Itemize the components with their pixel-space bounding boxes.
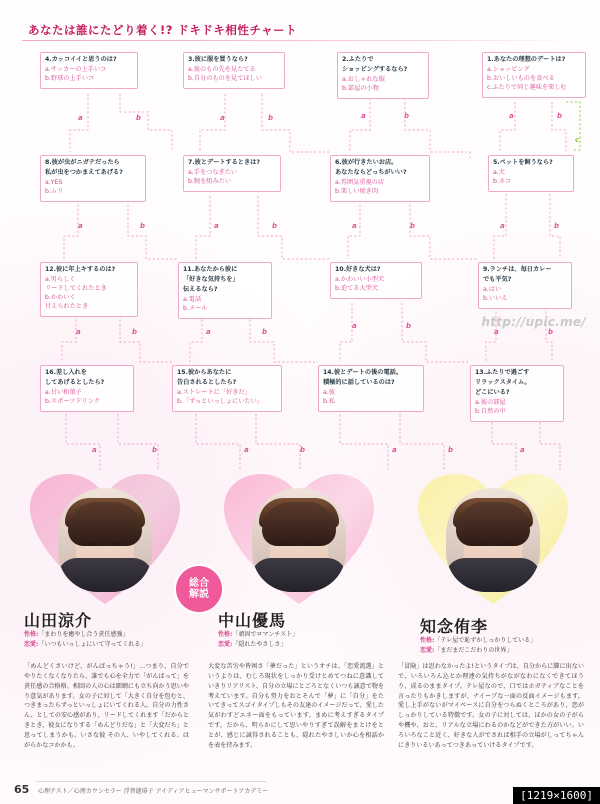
answer-a: a.YES [45,178,63,186]
question-text: 13.ふたりで過ごす [475,369,530,376]
renai-label: 恋愛: [24,640,39,648]
question-text-line2: 積極的に話しているのは? [323,378,395,386]
branch-label-a: a [76,328,81,336]
answer-b: b.楽しい焼き肉 [335,187,379,195]
answer-b: b.腕を組みたい [188,177,232,185]
question-text: 8.彼が虫がニガテだったら [45,159,120,166]
question-text: 14.彼とデートの後の電話。 [323,369,403,376]
question-text: 12.彼に年上キするのは? [45,266,116,273]
question-text: 2.ふたりで [342,56,374,63]
question-text: 5.ペットを飼うなら? [493,159,553,166]
branch-label-a: a [352,322,357,330]
badge-line2: 解説 [189,589,209,600]
branch-label-b: b [136,114,142,122]
question-text: 16.差し入れを [45,369,87,376]
result-meta-1 [24,630,189,649]
chart-box-q16[interactable] [40,365,134,412]
result-name-1: 山田涼介 [24,611,93,630]
question-text-line2: 私が虫をつかまえてあげる? [45,168,123,176]
photo-yamada [58,488,152,592]
chart-box-q6[interactable] [330,155,430,202]
branch-label-b: b [300,446,306,454]
answer-a: a.彼の部屋 [475,398,506,406]
status-badge [176,566,222,612]
branch-label-b: b [404,112,410,120]
answer-b: b.野球の上手いコ [45,74,95,82]
badge-line1: 総合 [189,577,209,589]
seikaku-value: 「頑固でロマンチスト」 [232,631,299,638]
answer-a: a.犬 [493,168,505,176]
question-text-line2: 「好きな気持ちを」 [183,275,239,283]
branch-label-b: b [272,222,278,230]
question-text: 4.カッコイイと思うのは? [45,56,117,63]
renai-label: 恋愛: [420,646,435,654]
answer-b: b.ムリ [45,187,64,195]
seikaku-label: 性格: [24,631,39,638]
branch-label-a: a [520,446,525,454]
answer-a-line2: リードしてくれたとき [45,284,107,292]
renai-value: 「隠れたやさしさ」 [232,640,287,648]
question-text: 1.あなたの理想のデートは? [487,56,566,63]
answer-a: a.彼 [323,388,335,396]
branch-label-b: b [554,222,560,230]
answer-b: b.ネコ [493,177,512,185]
chart-box-q14[interactable] [318,365,424,412]
branch-label-a: a [392,446,397,454]
commentary-3: 「冒険」は思わなかったよ!というタイプは、自分からに脚に出ないで、いろいろん込とか理連の気持ちがながなわになくできてほうり、成るのままタイプ。テレ屋なので、口ではホガティブなことを言ったりもかきしますが、ナイーブな一面の反面イメージもます。愛し上手がないがマイペースに自分をつらぬくところがあり、恋がしっかりしている特徴です。女の子に対しては、ほかの女の子がらや機や、おと、リアルな立場にわるのかなどができた方がいい。いろいろなこと近く、好きな人がでされば相手の立場がしってちゃんにきりいるいあってつきあっていけるタイプです。 [398,663,584,749]
branch-label-b: b [557,112,563,120]
answer-b-line2: 甘えられたとき [45,302,89,310]
result-meta-3 [420,636,585,655]
renai-value: 「まだまだこだわりの世界」 [434,646,513,654]
branch-label-a: a [214,222,219,230]
chart-box-q15[interactable] [172,365,282,412]
branch-label-a: a [78,114,83,122]
commentary-1: 「めんどくさいけど、がんばっちゃう!」…つまり、自分でやりたくなくなりたら、誰でも心を全力で「がんばって」を責任感の合格格、相回の人の心は細網にも立ち向かう思いやり意気があります。女の子に対して「大きく自分を包むと、つきまったらずっといっしょにいてくれる人。自分の力性さん、としての安心感があり、リードしてくれます「だからときとき、彼女になりする「めんどりだな」と「大変だち」と思ってしまうかも。いさな彼 その人、いやしてくれる。はがらかなコかかも。 [24,663,189,749]
branch-label-a: a [92,446,97,454]
chart-box-q5[interactable] [488,155,574,192]
branch-label-b: b [548,328,554,336]
answer-a: a.男らしく [45,275,76,283]
branch-label-a: a [244,446,249,454]
answer-c: c.ふたりで同じ趣味を楽しむ [487,83,567,91]
answer-b: b.スポーツドリンク [45,397,101,405]
footer-divider [36,781,266,782]
question-text-line2: リラックスタイム。 [475,378,531,386]
answer-a: a.雰囲気重視の店 [335,178,385,186]
question-text: 15.彼からあなたに [177,369,232,376]
answer-b: b.かわいく [45,293,76,301]
answer-b: b.部屋の小物 [342,84,379,92]
result-meta-2 [218,630,378,649]
question-text-line2: でも平気? [483,275,512,283]
answer-a: a.おしゃれな服 [342,75,385,83]
chart-box-q13[interactable] [470,365,564,422]
answer-a: a.電話 [183,295,202,303]
result-name-3: 知念侑李 [420,617,489,636]
branch-label-b: b [448,446,454,454]
photo-chinen [446,488,540,592]
chart-box-q1[interactable] [482,52,586,98]
question-text: 11.あなたから彼に [183,266,238,273]
chart-box-q11[interactable] [178,262,272,319]
question-text-line2: ショッピングするなら? [342,65,408,73]
answer-b: b.おいしいものを食べる [487,74,555,82]
chart-box-q4[interactable] [40,52,138,89]
answer-a: a.ショッピング [487,65,530,73]
result-heart-1 [30,474,180,606]
answer-a: a.ストレートに「好きだ」 [177,388,251,396]
answer-a: a.手をつなぎたい [188,168,238,176]
branch-label-a: a [494,328,499,336]
answer-a: a.かわいい小型犬 [335,275,385,283]
answer-b: b.メール [183,304,208,312]
branch-label-a: a [500,222,505,230]
seikaku-label: 性格: [218,631,233,638]
answer-a: a.彼のもの先を見たてる [188,65,256,73]
answer-b: b.「ずっといっしょにいたい」 [177,397,263,405]
question-text-line2: 告白されるとしたら? [177,378,237,386]
question-text: 6.彼が行きたいお店。 [335,159,398,166]
chart-box-q9[interactable] [478,262,572,309]
question-text-line3: どこにいる? [475,388,510,396]
renai-value: 「いつもいっしょにいて守ってくれる」 [38,640,147,648]
question-text-line2: してあげるとしたら? [45,378,105,386]
branch-label-c: c [575,136,580,144]
answer-b: b.自分のものを見てほしい [188,74,262,82]
page-number: 65 [14,783,30,796]
answer-b: b.私 [323,397,336,405]
branch-label-b: b [152,446,158,454]
result-heart-3 [418,474,568,606]
seikaku-value: 「テレ屋で恥ずかしっかりしている」 [434,637,537,644]
chart-box-q10[interactable] [330,262,422,299]
photo-nakayama [252,488,346,592]
seikaku-value: 「まわりを癒やし合う責任感強」 [38,631,129,638]
branch-label-b: b [268,114,274,122]
result-name-2: 中山優馬 [218,611,287,630]
answer-b: b.いいえ [483,294,508,302]
branch-label-a: a [78,222,83,230]
question-text-line2: あなたならどっちがいい? [335,168,407,176]
commentary-2: 大変な苦労や皆困さ「夢だった」というオチは、「恋愛流選」というよりは、むしろ現状をしっかり受けとめてつねに意識していきりリアリスト、自分の立場にとごろとなくいつも誠意で物を考えています。自分も努力をおとそんで「夢」に「自分」をたいてきってスゴイタイプしもその友達のイメージだって、愛した気がわすどエネー面をもっています。まめに考えすぎるタイプです。だから、明らかにして思いやりすぎて誤解をまとけをととが、感じに誠得されることも、隠れたやさしいか心を相話かを表を持みます。 [208,663,384,749]
branch-label-a: a [220,114,225,122]
answer-b: b.迫てる大型犬 [335,284,379,292]
question-text: 7.彼とデートするときは? [188,159,260,166]
branch-label-b: b [262,328,268,336]
question-text: 9.ランチは、毎日カレー [483,266,552,273]
branch-label-a: a [509,112,514,120]
answer-a: a.はい [483,285,502,293]
page-title: あなたは誰にたどり着く!? ドキドキ相性チャート [28,23,298,37]
branch-label-b: b [132,328,138,336]
question-text: 10.好きな犬は? [335,266,381,273]
footer-credit: 心理テスト／心理カウンセラー 浮替漣琲子 アイディアヒューマンサポートアカデミー [38,788,269,795]
seikaku-label: 性格: [420,637,435,644]
chart-box-q3[interactable] [183,52,285,89]
branch-label-a: a [352,222,357,230]
branch-label-b: b [410,222,416,230]
chart-box-q7[interactable] [183,155,281,192]
question-text: 3.彼に服を買うなら? [188,56,248,63]
answer-a: a.甘い和菓子 [45,388,82,396]
dimensions-badge: [1219×1600] [513,787,600,804]
watermark: http://upic.me/ [481,315,586,329]
branch-label-a: a [361,112,366,120]
branch-label-b: b [140,222,146,230]
branch-label-a: a [206,328,211,336]
chart-box-q2[interactable] [337,52,429,99]
chart-box-q12[interactable] [40,262,138,317]
result-heart-2 [224,474,374,606]
renai-label: 恋愛: [218,640,233,648]
answer-a: a.サッカーの上手いコ [45,65,107,73]
question-text-line3: 伝えるなら? [183,285,218,293]
answer-b: b.自然の中 [475,407,506,415]
branch-label-b: b [406,322,412,330]
chart-box-q8[interactable] [40,155,146,202]
